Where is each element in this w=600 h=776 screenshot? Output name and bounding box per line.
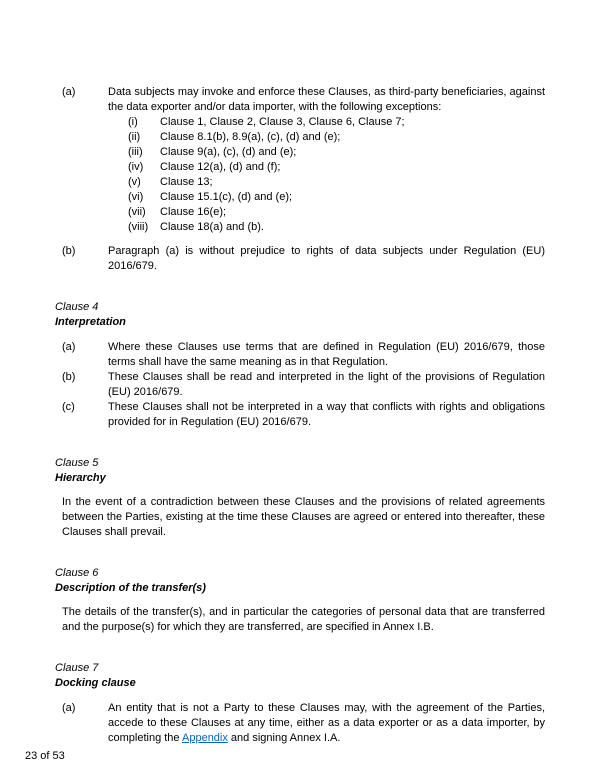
exception-item	[128, 175, 545, 190]
clause6-heading	[55, 566, 545, 596]
exception-text: Clause 15.1(c), (d) and (e);	[160, 191, 293, 203]
exception-text: Clause 18(a) and (b).	[160, 221, 264, 233]
spacer	[62, 235, 545, 244]
item-text-before-link: An entity that is not a Party to these Clauses may, with the agreement of the Parties, accede to these Clauses at any time, either as a data exporter or as a data importer, by completing the	[108, 702, 545, 744]
exception-text: Clause 8.1(b), 8.9(a), (c), (d) and (e);	[160, 131, 341, 143]
exception-text: Clause 16(e);	[160, 206, 227, 218]
item-text: Where these Clauses use terms that are defined in Regulation (EU) 2016/679, those terms shall have the same meaning as in that Regulation.	[108, 341, 545, 368]
clause7-title: Docking clause	[55, 677, 136, 689]
appendix-link[interactable]: Appendix	[182, 732, 228, 744]
exception-item	[128, 220, 545, 235]
exception-text: Clause 13;	[160, 176, 213, 188]
exception-item	[128, 115, 545, 130]
exception-label: (viii)	[128, 221, 149, 233]
item-label: (a)	[62, 702, 76, 714]
clause3-item-b	[62, 244, 545, 274]
page-footer: 23 of 53	[25, 750, 65, 762]
exception-text: Clause 9(a), (c), (d) and (e);	[160, 146, 297, 158]
item-text: These Clauses shall be read and interpreted in the light of the provisions of Regulation (EU) 2016/679.	[108, 371, 545, 398]
clause4-items	[62, 340, 545, 430]
clause6-number: Clause 6	[55, 567, 99, 579]
exception-text: Clause 12(a), (d) and (f);	[160, 161, 281, 173]
item-body	[108, 701, 545, 746]
exception-item	[128, 160, 545, 175]
exception-label: (ii)	[128, 131, 141, 143]
clause7-items	[62, 701, 545, 746]
clause4-item-b	[62, 370, 545, 400]
clause7-item-a	[62, 701, 545, 746]
clause6-title: Description of the transfer(s)	[55, 582, 206, 594]
exception-label: (i)	[128, 116, 138, 128]
clause5-heading	[55, 456, 545, 486]
exception-item	[128, 130, 545, 145]
item-label: (b)	[62, 371, 76, 383]
spacer	[55, 691, 545, 701]
spacer	[55, 274, 545, 300]
item-text: Data subjects may invoke and enforce these Clauses, as third-party beneficiaries, against the data exporter and/or data importer, with the following exceptions:	[108, 86, 545, 113]
exception-label: (iv)	[128, 161, 144, 173]
clause4-title: Interpretation	[55, 316, 126, 328]
clause3-items	[62, 85, 545, 274]
clause5-number: Clause 5	[55, 457, 99, 469]
item-text: These Clauses shall not be interpreted in a way that conflicts with rights and obligations provided for in Regulation (EU) 2016/679.	[108, 401, 545, 428]
clause4-item-c	[62, 400, 545, 430]
item-label: (a)	[62, 341, 76, 353]
exception-label: (vii)	[128, 206, 146, 218]
exception-label: (iii)	[128, 146, 143, 158]
clause3-item-a	[62, 85, 545, 235]
exceptions-list	[128, 115, 545, 235]
item-label: (c)	[62, 401, 75, 413]
exception-label: (vi)	[128, 191, 144, 203]
spacer	[55, 486, 545, 495]
clause5-paragraph: In the event of a contradiction between these Clauses and the provisions of related agreements between the Parties, existing at the time these Clauses are agreed or entered into thereafter, these Clauses shall prevail.	[62, 496, 545, 538]
exception-item	[128, 190, 545, 205]
spacer	[55, 430, 545, 456]
exception-label: (v)	[128, 176, 141, 188]
clause6-paragraph: The details of the transfer(s), and in particular the categories of personal data that are transferred and the purpose(s) for which they are transferred, are specified in Annex I.B.	[62, 606, 545, 633]
spacer	[55, 540, 545, 566]
clause4-heading	[55, 300, 545, 330]
clause4-number: Clause 4	[55, 301, 99, 313]
item-label: (a)	[62, 86, 76, 98]
clause4-item-a	[62, 340, 545, 370]
exception-text: Clause 1, Clause 2, Clause 3, Clause 6, Clause 7;	[160, 116, 405, 128]
clause7-heading	[55, 661, 545, 691]
exception-item	[128, 205, 545, 220]
exception-item	[128, 145, 545, 160]
item-text-after-link: and signing Annex I.A.	[227, 732, 341, 744]
item-body	[108, 85, 545, 235]
spacer	[55, 635, 545, 661]
clause7-number: Clause 7	[55, 662, 99, 674]
spacer	[55, 330, 545, 340]
item-label: (b)	[62, 245, 76, 257]
clause5-title: Hierarchy	[55, 472, 106, 484]
spacer	[55, 596, 545, 605]
item-text: Paragraph (a) is without prejudice to rights of data subjects under Regulation (EU) 2016/679.	[108, 245, 545, 272]
